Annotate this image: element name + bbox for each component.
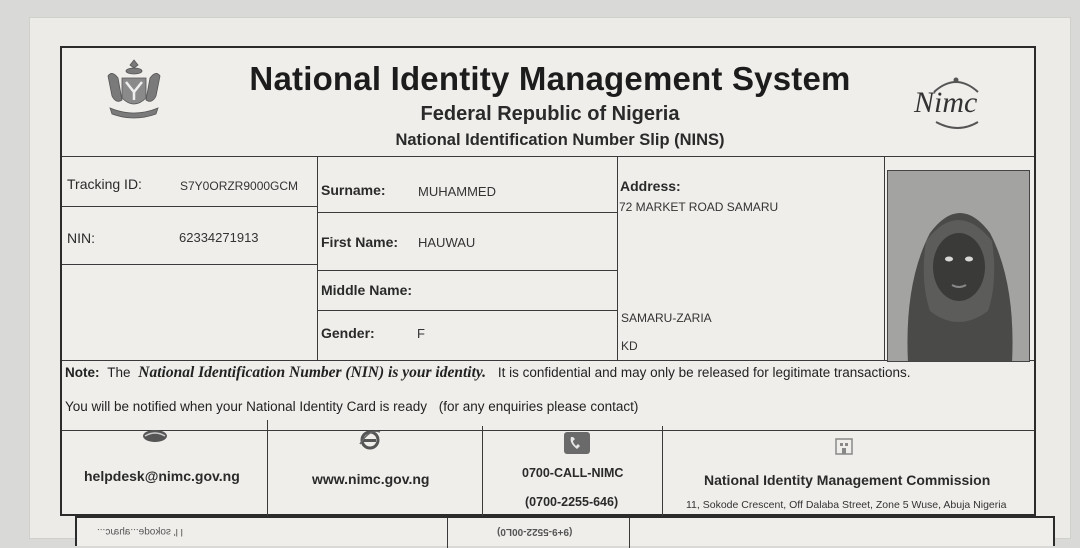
phone-number-numeric: (0700-2255-646) <box>525 495 619 509</box>
bottom-strip <box>75 516 1055 546</box>
phone-icon <box>564 432 590 454</box>
holder-photo-portrait <box>888 171 1030 362</box>
divider <box>629 518 630 548</box>
helpdesk-email[interactable]: helpdesk@nimc.gov.ng <box>84 468 240 484</box>
commission-name: National Identity Management Commission <box>704 472 991 488</box>
address-line-3: KD <box>621 339 638 353</box>
divider <box>267 420 268 518</box>
email-icon <box>142 428 168 444</box>
note-prefix: Note: <box>65 365 100 380</box>
note-line-1 <box>65 364 911 382</box>
first-name-value: HAUWAU <box>418 235 476 250</box>
mirrored-text-mid: (9+9-5522-00L0) <box>497 526 573 537</box>
nimc-logo <box>912 70 1002 130</box>
divider <box>317 212 617 213</box>
nin-label: NIN: <box>67 230 95 246</box>
divider <box>317 270 617 271</box>
nimc-logo-text: Nimc <box>914 86 978 119</box>
divider <box>662 426 663 518</box>
surname-value: MUHAMMED <box>418 184 496 199</box>
website-link[interactable]: www.nimc.gov.ng <box>312 471 430 487</box>
internet-explorer-icon <box>358 428 382 452</box>
divider <box>62 264 317 265</box>
commission-address: 11, Sokode Crescent, Off Dalaba Street, Zone 5 Wuse, Abuja Nigeria <box>686 499 1007 511</box>
address-label: Address: <box>620 178 681 194</box>
divider <box>884 156 885 360</box>
divider <box>62 430 1034 431</box>
note-line-2 <box>65 399 638 414</box>
divider <box>62 206 317 207</box>
address-line-1: 72 MARKET ROAD SAMARU <box>619 200 779 214</box>
note-line-2-main: You will be notified when your National Identity Card is ready <box>65 399 427 414</box>
building-icon <box>834 436 854 456</box>
tracking-id-value: S7Y0ORZR9000GCM <box>180 179 299 193</box>
divider <box>617 156 618 360</box>
note-emphasis: National Identification Number (NIN) is your identity. <box>138 364 487 381</box>
divider <box>317 310 617 311</box>
middle-name-label: Middle Name: <box>321 282 413 298</box>
address-line-2: SAMARU-ZARIA <box>621 311 712 325</box>
divider <box>317 156 318 360</box>
nin-slip <box>60 46 1036 516</box>
gender-value: F <box>417 326 425 341</box>
divider <box>482 426 483 518</box>
nin-value: 62334271913 <box>179 230 259 245</box>
surname-label: Surname: <box>321 182 386 198</box>
divider <box>447 518 448 548</box>
page-subtitle: Federal Republic of Nigeria <box>420 103 680 125</box>
slip-title: National Identification Number Slip (NINS) <box>395 131 725 149</box>
note-rest: It is confidential and may only be released for legitimate transactions. <box>497 365 911 380</box>
holder-photo <box>887 170 1030 362</box>
note-line-2-contact: (for any enquiries please contact) <box>438 399 639 414</box>
phone-number: 0700-CALL-NIMC <box>522 466 624 480</box>
tracking-id-label: Tracking ID: <box>67 176 142 192</box>
mirrored-text-left: ...ɔɾɐɥɐ...ǝpoʞos 'l l <box>97 526 183 537</box>
note-the: The <box>107 365 131 380</box>
first-name-label: First Name: <box>321 234 399 250</box>
gender-label: Gender: <box>321 325 375 341</box>
page-title: National Identity Management System <box>249 60 851 97</box>
divider <box>62 156 1034 157</box>
